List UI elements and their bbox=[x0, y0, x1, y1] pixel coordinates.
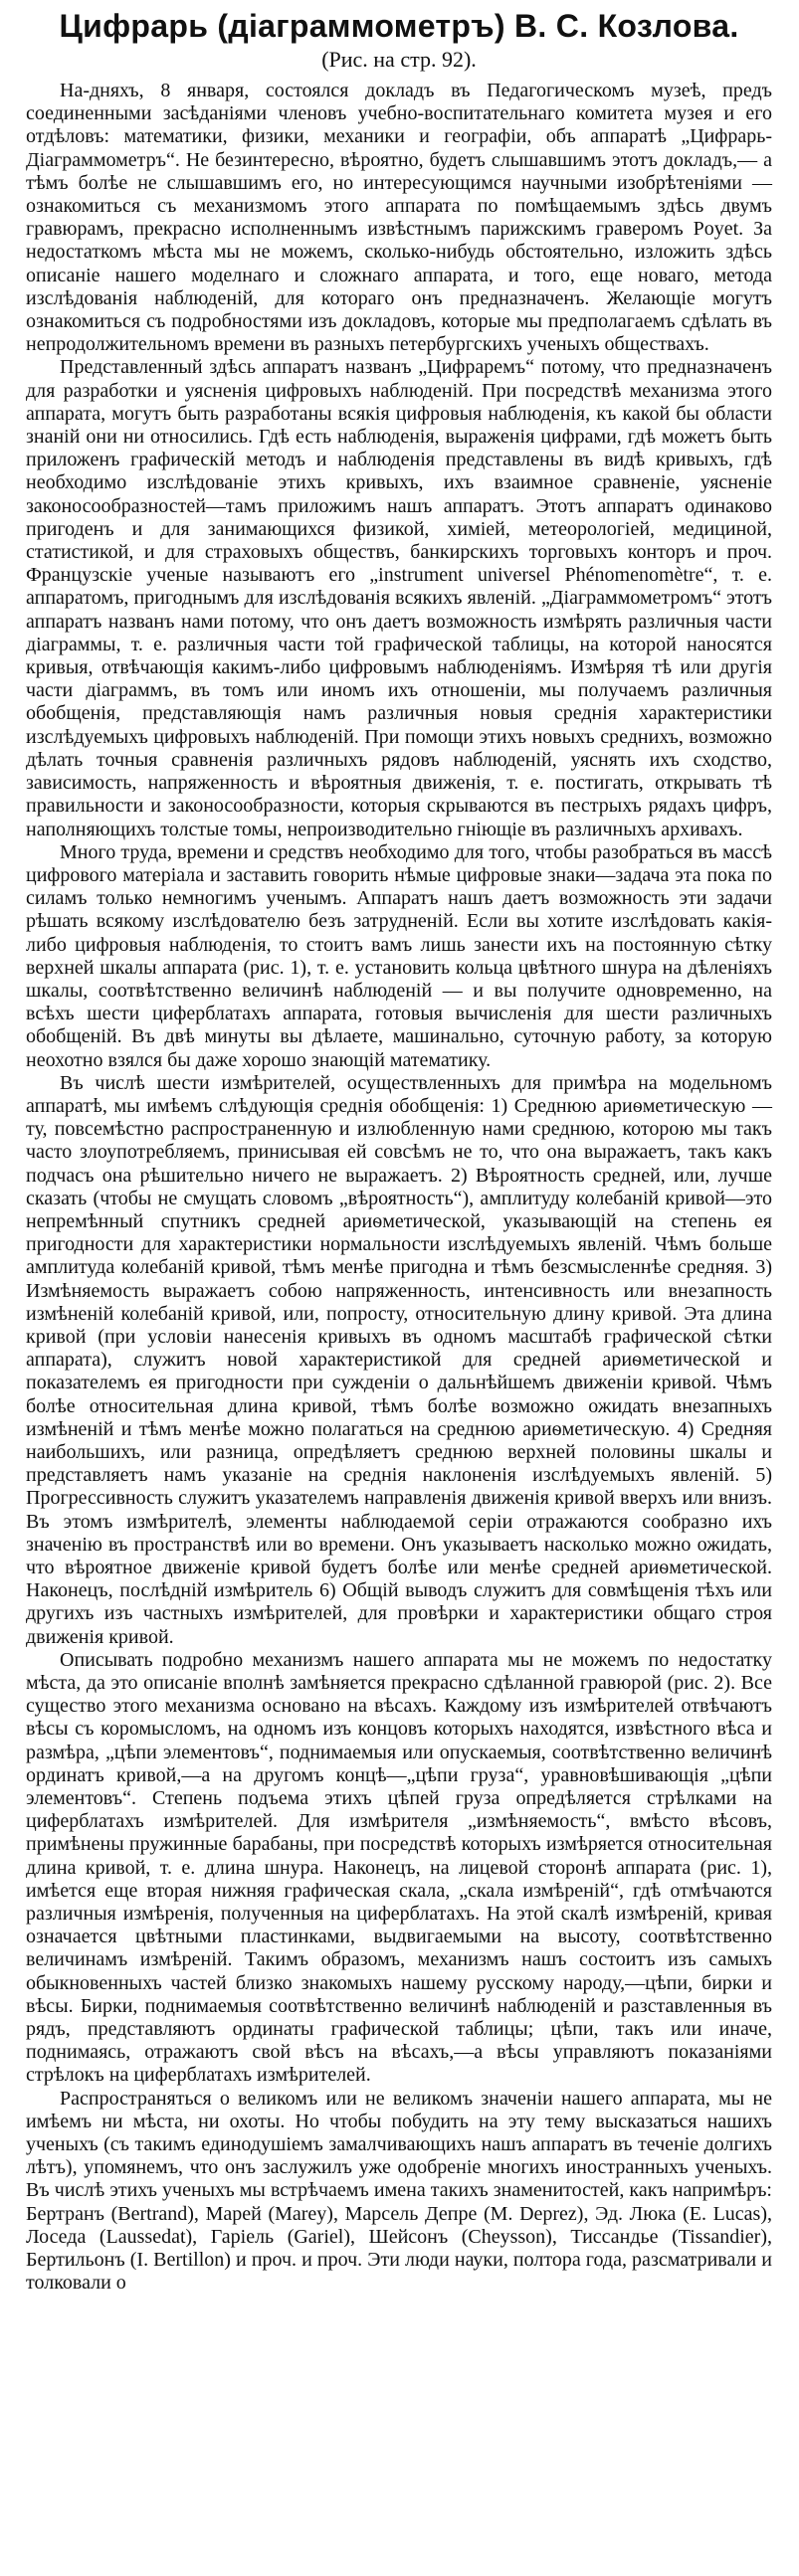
paragraph-measures: Въ числѣ шести измѣрителей, осуществленныхъ для примѣра на модельномъ аппаратѣ, мы имѣемъ слѣдующія среднія обобщенія: 1) Среднюю ариѳметическую — ту, повсемѣстно распространенную и излюбленную нами среднюю, которою мы такъ часто злоупотребляемъ, принисывая ей совсѣмъ не то, что она выражаетъ, такъ какъ подчасъ она рѣшительно ничего не выражаетъ. 2) Вѣроятность средней, или, лучше сказать (чтобы не смущать словомъ „вѣроятность“), амплитуду колебаній кривой—это непремѣнный спутникъ средней ариѳметической, указывающій на степень ея пригодности для характеристики нормальности изслѣдуемыхъ явленій. Чѣмъ больше амплитуда колебаній кривой, тѣмъ менѣе пригодна и тѣмъ безсмысленнѣе средняя. 3) Измѣняемость выражаетъ собою напряженность, интенсивность или внезапность измѣненій колебаній кривой, или, попросту, относительную длину кривой. Эта длина кривой (при условіи нанесенія кривыхъ въ одномъ масштабѣ графической сѣтки аппарата), служитъ новой характеристикой для средней ариѳметической и показателемъ ея пригодности при сужденіи о дальнѣйшемъ движеніи кривой. Чѣмъ болѣе относительная длина кривой, тѣмъ болѣе возможно ожидать внезапныхъ измѣненій и тѣмъ менѣе можно полагаться на среднюю ариѳметическую. 4) Средняя наибольшихъ, или разница, опредѣляетъ среднюю верхней половины шкалы и представляетъ намъ указаніе на среднія наклоненія изслѣдуемыхъ явленій. 5) Прогрессивность служитъ указателемъ направленія движенія кривой вверхъ или внизъ. Въ этомъ измѣрителѣ, элементы наблюдаемой серіи отражаются сообразно ихъ значенію въ пространствѣ или во времени. Онъ указываетъ насколько можно ожидать, что вѣроятное движеніе кривой будетъ болѣе или менѣе средней ариѳметической. Наконецъ, послѣдній измѣритель 6) Общій выводъ служитъ для совмѣщенія тѣхъ или другихъ изъ частныхъ измѣрителей, для провѣрки и характеристики общаго строя движенія кривой. bbox=[26, 1071, 772, 1648]
paragraph-significance: Распространяться о великомъ или не великомъ значеніи нашего аппарата, мы не имѣемъ ни мѣста, ни охоты. Но чтобы побудить на эту тему высказаться нашихъ ученыхъ (съ такимъ единодушіемъ замалчивающихъ нашъ аппаратъ въ теченіе долгихъ лѣтъ), упомянемъ, что онъ заслужилъ уже одобреніе многихъ иностранныхъ ученыхъ. Въ числѣ этихъ ученыхъ мы встрѣчаемъ имена такихъ знаменитостей, какъ напримѣръ: Бертранъ (Bertrand), Марей (Marey), Марсель Депре (M. Deprez), Эд. Люка (E. Lucas), Лоседа (Laussedat), Гаріель (Gariel), Шейсонъ (Cheysson), Тиссандье (Tissandier), Бертильонъ (I. Bertillon) и проч. и проч. Эти люди науки, полтора года, разсматривали и толковали о bbox=[26, 2087, 772, 2295]
paragraph-labor: Много труда, времени и средствъ необходимо для того, чтобы разобраться въ массѣ цифрового матеріала и заставить говорить нѣмые цифровые знаки—задача эта пока по силамъ только немногимъ ученымъ. Аппаратъ нашъ даетъ возможность эти задачи рѣшать всякому изслѣдователю безъ затрудненій. Если вы хотите изслѣдовать какія-либо цифровыя наблюденія, то стоитъ вамъ лишь занести ихъ на постоянную сѣтку верхней шкалы аппарата (рис. 1), т. е. установить кольца цвѣтного шнура на дѣленіяхъ шкалы, соотвѣтственно величинѣ наблюденій — и вы получите одновременно, на всѣхъ шести циферблатахъ аппарата, готовыя вычисленія для шести различныхъ обобщеній. Въ двѣ минуты вы дѣлаете, машинально, суточную работу, за которую неохотно взялся бы даже хорошо знающій математику. bbox=[26, 840, 772, 1071]
paragraph-intro: На-дняхъ, 8 января, состоялся докладъ въ Педагогическомъ музеѣ, предъ соединенными засѣданіями членовъ учебно-воспитательнаго комитета музея и его отдѣловъ: математики, физики, механики и географіи, объ аппаратѣ „Цифрарь-Діаграммометръ“. Не безинтересно, вѣроятно, будетъ слышавшимъ этотъ докладъ,— а тѣмъ болѣе не слышавшимъ его, но интересующимся научными изобрѣтеніями — ознакомиться съ механизмомъ этого аппарата по помѣщаемымъ здѣсь двумъ гравюрамъ, прекрасно исполненнымъ извѣстнымъ парижскимъ граверомъ Poyet. За недостаткомъ мѣста мы не можемъ, сколько-нибудь обстоятельно, изложить здѣсь описаніе нашего моделнаго и сложнаго аппарата, и того, еще новаго, метода изслѣдованія наблюденій, для котораго онъ предназначенъ. Желающіе могутъ ознакомиться съ подробностями изъ докладовъ, которые мы предполагаемъ сдѣлать въ непродолжительномъ времени въ разныхъ петербургскихъ ученыхъ обществахъ. bbox=[26, 80, 772, 356]
paragraph-mechanism: Описывать подробно механизмъ нашего аппарата мы не можемъ по недостатку мѣста, да это описаніе вполнѣ замѣняется прекрасно сдѣланной гравюрой (рис. 2). Все существо этого механизма основано на вѣсахъ. Каждому изъ измѣрителей отвѣчаютъ вѣсы съ коромысломъ, на одномъ изъ концовъ которыхъ находятся, извѣстного вѣса и размѣра, „цѣпи элементовъ“, поднимаемыя или опускаемыя, соотвѣтственно величинѣ ординатъ кривой,—а на другомъ концѣ—„цѣпи груза“, уравновѣшивающія „цѣпи элементовъ“. Степень подъема этихъ цѣпей груза опредѣляется стрѣлками на циферблатахъ измѣрителей. Для измѣрителя „измѣняемость“, вмѣсто вѣсовъ, примѣнены пружинные барабаны, при посредствѣ которыхъ измѣряется относительная длина кривой, т. е. длина шнура. Наконецъ, на лицевой сторонѣ аппарата (рис. 1), имѣется еще вторая нижняя графическая скала, „скала измѣреній“, гдѣ отмѣчаются различныя измѣренія, полученныя на циферблатахъ. На этой скалѣ измѣреній, кривая означается цвѣтными пластинками, выдвигаемыми на высоту, соотвѣтственно величинамъ измѣреній. Такимъ образомъ, механизмъ нашъ состоитъ изъ самыхъ обыкновенныхъ частей близко знакомыхъ нашему русскому народу,—цѣпи, бирки и вѣсы. Бирки, поднимаемыя соотвѣтственно величинѣ наблюденій и разставленныя въ рядъ, представляютъ ординаты графической таблицы; цѣпи, такъ или иначе, поднимаясь, отражаютъ свой вѣсъ на вѣсахъ,—а вѣсы управляютъ показаніями стрѣлокъ на циферблатахъ измѣрителей. bbox=[26, 1648, 772, 2087]
article bbox=[26, 0, 772, 2296]
article-title: Цифрарь (діаграммометръ) В. С. Козлова. bbox=[59, 8, 739, 44]
paragraph-purpose: Представленный здѣсь аппаратъ названъ „Цифраремъ“ потому, что предназначенъ для разработки и уясненія цифровыхъ наблюденій. При посредствѣ механизма этого аппарата, могутъ быть разработаны всякія цифровыя наблюденія, къ какой бы области знаній они ни относились. Гдѣ есть наблюденія, выраженія цифрами, гдѣ можетъ быть приложенъ графическій методъ и наблюденія представлены въ видѣ кривыхъ, гдѣ необходимо изслѣдованіе этихъ кривыхъ, ихъ взаимное сравненіе, уясненіе законосообразностей—тамъ приложимъ нашъ аппаратъ. Этотъ аппаратъ одинаково пригоденъ и для занимающихся физикой, химіей, метеорологіей, медициной, статистикой, и для страховыхъ обществъ, банкирскихъ торговыхъ конторъ и проч. Французскіе ученые называютъ его „instrument universel Phénomenomètre“, т. е. аппаратомъ, пригоднымъ для изслѣдованія всякихъ явленій. „Діаграммометромъ“ этотъ аппаратъ названъ нами потому, что онъ даетъ возможность измѣрять различныя части діаграммы, т. е. различныя части той графической таблицы, на которой наносятся кривыя, отвѣчающія какимъ-либо цифровымъ наблюденіямъ. Измѣряя тѣ или другія части діаграммъ, въ томъ или иномъ ихъ отношеніи, мы получаемъ различныя обобщенія, представляющія намъ различныя новыя среднія характеристики изслѣдуемыхъ цифровыхъ наблюденій. При помощи этихъ новыхъ среднихъ, возможно дѣлать точныя сравненія различныхъ рядовъ наблюденій, уяснять ихъ сходство, зависимость, напряженность и вѣроятныя движенія, т. е. постигать, открывать тѣ правильности и законосообразности, которыя скрываются въ пестрыхъ рядахъ цифръ, наполняющихъ толстые томы, непроизводительно гніющіе въ различныхъ архивахъ. bbox=[26, 356, 772, 840]
article-subtitle: (Рис. на стр. 92). bbox=[321, 47, 477, 72]
